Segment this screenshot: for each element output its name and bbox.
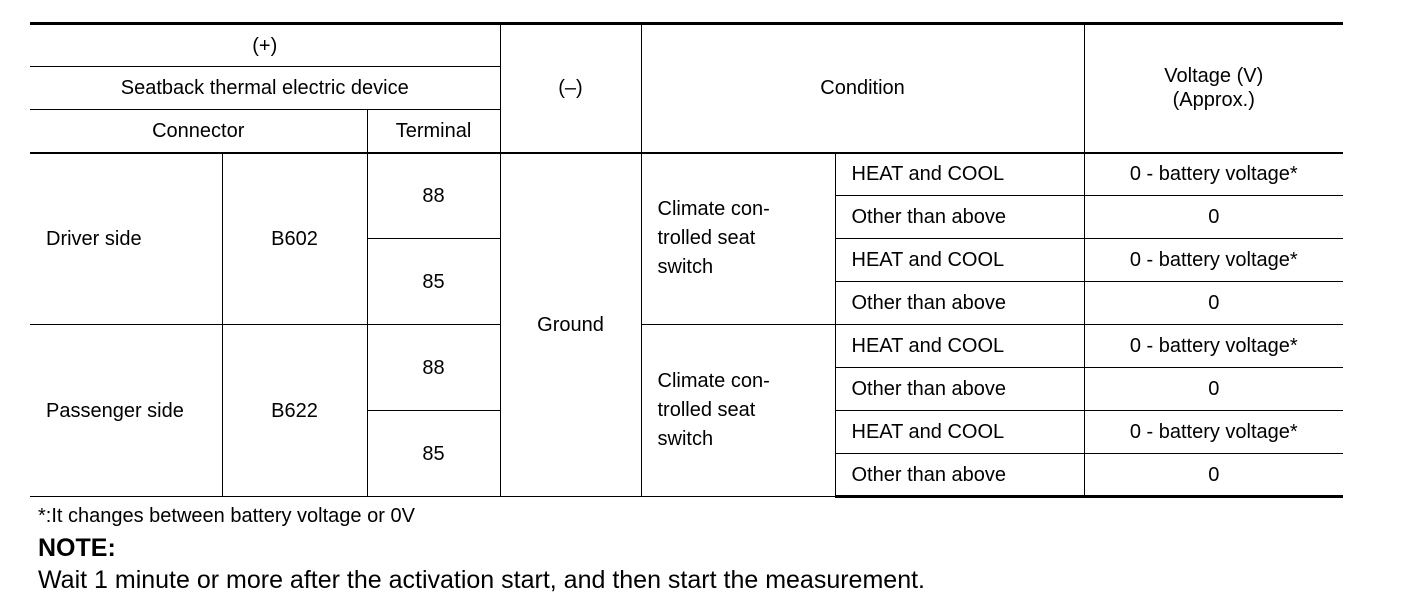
- terminal-voltage-table: [30, 22, 1343, 498]
- terminal-header: Terminal: [367, 110, 500, 153]
- voltage-value: 0 - battery voltage*: [1084, 153, 1343, 196]
- terminal-number: 88: [367, 153, 500, 239]
- switch-state: HEAT and COOL: [835, 411, 1084, 454]
- device-header: Seatback thermal electric device: [30, 67, 500, 110]
- condition-cell: [641, 325, 835, 497]
- condition-line: Climate con-: [657, 370, 770, 392]
- side-label: Driver side: [30, 153, 222, 325]
- plus-header: (+): [30, 24, 500, 67]
- voltage-value: 0 - battery voltage*: [1084, 325, 1343, 368]
- switch-state: HEAT and COOL: [835, 239, 1084, 282]
- condition-line: trolled seat: [657, 399, 756, 421]
- voltage-header-line2: (Approx.): [1172, 89, 1255, 112]
- condition-cell: [641, 153, 835, 325]
- condition-header: Condition: [641, 24, 1084, 153]
- terminal-number: 88: [367, 325, 500, 411]
- condition-line: Climate con-: [657, 198, 770, 221]
- note-title: NOTE:: [38, 534, 116, 562]
- voltage-value: 0: [1084, 454, 1343, 497]
- terminal-number: 85: [367, 411, 500, 497]
- ground-cell: Ground: [500, 153, 641, 497]
- switch-state: Other than above: [835, 368, 1084, 411]
- voltage-value: 0: [1084, 282, 1343, 325]
- voltage-header-line1: Voltage (V): [1164, 65, 1264, 88]
- switch-state: Other than above: [835, 454, 1084, 497]
- voltage-header: [1084, 24, 1343, 153]
- condition-line: switch: [657, 428, 714, 450]
- switch-state: HEAT and COOL: [835, 153, 1084, 196]
- connector-header: Connector: [30, 110, 367, 153]
- connector-number: B602: [222, 153, 367, 325]
- voltage-value: 0: [1084, 368, 1343, 411]
- switch-state: HEAT and COOL: [835, 325, 1084, 368]
- connector-number: B622: [222, 325, 367, 497]
- switch-state: Other than above: [835, 282, 1084, 325]
- side-label: Passenger side: [30, 325, 222, 497]
- switch-state: Other than above: [835, 196, 1084, 239]
- condition-line: switch: [657, 256, 714, 279]
- footnote: *:It changes between battery voltage or 0V: [38, 505, 415, 527]
- terminal-number: 85: [367, 239, 500, 325]
- voltage-value: 0 - battery voltage*: [1084, 411, 1343, 454]
- note-text: Wait 1 minute or more after the activation start, and then start the measurement.: [38, 566, 925, 594]
- minus-header: (–): [500, 24, 641, 153]
- condition-line: trolled seat: [657, 227, 756, 250]
- voltage-value: 0 - battery voltage*: [1084, 239, 1343, 282]
- voltage-value: 0: [1084, 196, 1343, 239]
